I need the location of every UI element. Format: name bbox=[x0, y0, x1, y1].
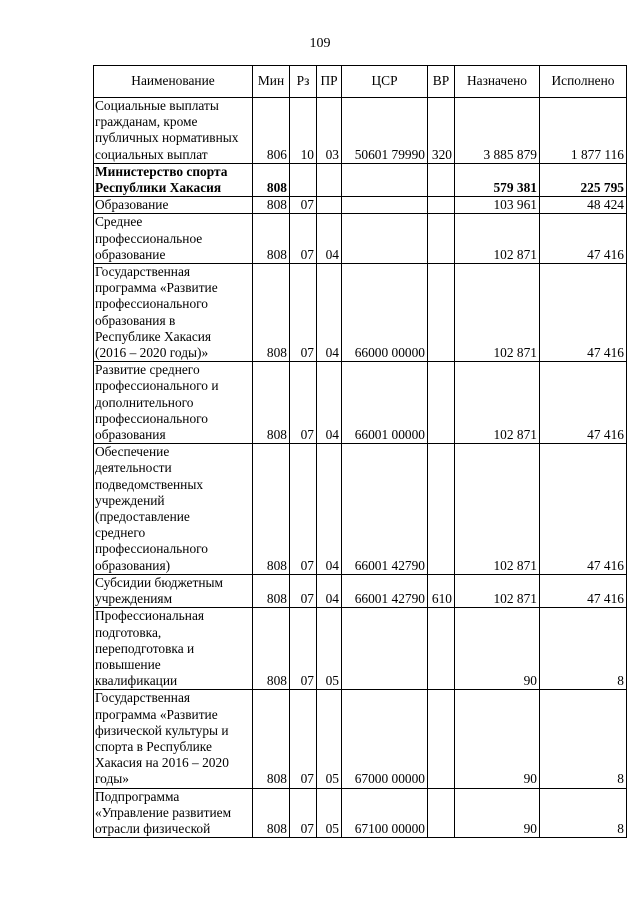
table-row bbox=[94, 574, 627, 607]
cell-rz: 07 bbox=[290, 264, 317, 362]
cell-pr: 05 bbox=[317, 690, 342, 788]
cell-min: 808 bbox=[253, 163, 290, 196]
cell-csr: 67100 00000 bbox=[342, 788, 428, 838]
cell-executed: 47 416 bbox=[540, 214, 627, 264]
table-row bbox=[94, 163, 627, 196]
cell-min: 808 bbox=[253, 362, 290, 444]
cell-name: Министерство спорта Республики Хакасия bbox=[94, 163, 253, 196]
cell-rz: 07 bbox=[290, 362, 317, 444]
cell-assigned: 102 871 bbox=[455, 444, 540, 575]
cell-executed: 8 bbox=[540, 608, 627, 690]
cell-name: Подпрограмма «Управление развитием отрасли физической bbox=[94, 788, 253, 838]
cell-rz bbox=[290, 163, 317, 196]
cell-vr: 610 bbox=[428, 574, 455, 607]
cell-pr: 03 bbox=[317, 98, 342, 164]
header-pr: ПР bbox=[317, 66, 342, 98]
cell-pr: 04 bbox=[317, 214, 342, 264]
cell-vr bbox=[428, 608, 455, 690]
header-csr: ЦСР bbox=[342, 66, 428, 98]
cell-assigned: 102 871 bbox=[455, 214, 540, 264]
cell-executed: 48 424 bbox=[540, 197, 627, 214]
cell-assigned: 90 bbox=[455, 608, 540, 690]
cell-assigned: 102 871 bbox=[455, 574, 540, 607]
header-assigned: Назначено bbox=[455, 66, 540, 98]
header-name: Наименование bbox=[94, 66, 253, 98]
cell-assigned: 103 961 bbox=[455, 197, 540, 214]
table-row bbox=[94, 608, 627, 690]
table-row bbox=[94, 214, 627, 264]
cell-rz: 07 bbox=[290, 608, 317, 690]
cell-min: 808 bbox=[253, 197, 290, 214]
cell-min: 808 bbox=[253, 788, 290, 838]
cell-assigned: 90 bbox=[455, 690, 540, 788]
cell-name: Профессиональная подготовка, переподготовка и повышение квалификации bbox=[94, 608, 253, 690]
cell-name: Субсидии бюджетным учреждениям bbox=[94, 574, 253, 607]
table-row bbox=[94, 444, 627, 575]
cell-rz: 10 bbox=[290, 98, 317, 164]
cell-vr bbox=[428, 788, 455, 838]
cell-name: Обеспечение деятельности подведомственных учреждений (предоставление среднего профессионального образования) bbox=[94, 444, 253, 575]
cell-vr bbox=[428, 362, 455, 444]
cell-csr bbox=[342, 608, 428, 690]
table-row bbox=[94, 197, 627, 214]
cell-rz: 07 bbox=[290, 197, 317, 214]
table-row bbox=[94, 264, 627, 362]
cell-name: Образование bbox=[94, 197, 253, 214]
cell-vr bbox=[428, 214, 455, 264]
cell-min: 808 bbox=[253, 264, 290, 362]
cell-min: 808 bbox=[253, 214, 290, 264]
table-row bbox=[94, 362, 627, 444]
cell-csr: 50601 79990 bbox=[342, 98, 428, 164]
cell-executed: 47 416 bbox=[540, 444, 627, 575]
cell-min: 808 bbox=[253, 608, 290, 690]
cell-pr: 04 bbox=[317, 264, 342, 362]
cell-name: Государственная программа «Развитие профессионального образования в Республике Хакасия (2016 – 2020 годы)» bbox=[94, 264, 253, 362]
table-row bbox=[94, 690, 627, 788]
cell-executed: 47 416 bbox=[540, 362, 627, 444]
page-number: 109 bbox=[309, 36, 331, 51]
cell-vr: 320 bbox=[428, 98, 455, 164]
cell-min: 808 bbox=[253, 690, 290, 788]
cell-pr bbox=[317, 163, 342, 196]
cell-vr bbox=[428, 444, 455, 575]
cell-name: Социальные выплаты гражданам, кроме публичных нормативных социальных выплат bbox=[94, 98, 253, 164]
cell-min: 806 bbox=[253, 98, 290, 164]
cell-vr bbox=[428, 264, 455, 362]
cell-executed: 47 416 bbox=[540, 264, 627, 362]
cell-pr bbox=[317, 197, 342, 214]
cell-executed: 225 795 bbox=[540, 163, 627, 196]
cell-min: 808 bbox=[253, 574, 290, 607]
cell-csr: 66000 00000 bbox=[342, 264, 428, 362]
cell-csr: 66001 42790 bbox=[342, 444, 428, 575]
cell-vr bbox=[428, 197, 455, 214]
cell-rz: 07 bbox=[290, 574, 317, 607]
cell-executed: 47 416 bbox=[540, 574, 627, 607]
cell-pr: 05 bbox=[317, 608, 342, 690]
header-min: Мин bbox=[253, 66, 290, 98]
header-rz: Рз bbox=[290, 66, 317, 98]
cell-pr: 04 bbox=[317, 444, 342, 575]
cell-rz: 07 bbox=[290, 444, 317, 575]
budget-table bbox=[93, 65, 627, 838]
cell-min: 808 bbox=[253, 444, 290, 575]
cell-assigned: 3 885 879 bbox=[455, 98, 540, 164]
cell-name: Развитие среднего профессионального и дополнительного профессионального образования bbox=[94, 362, 253, 444]
cell-vr bbox=[428, 690, 455, 788]
header-executed: Исполнено bbox=[540, 66, 627, 98]
cell-pr: 04 bbox=[317, 362, 342, 444]
cell-name: Среднее профессиональное образование bbox=[94, 214, 253, 264]
cell-rz: 07 bbox=[290, 690, 317, 788]
cell-name: Государственная программа «Развитие физической культуры и спорта в Республике Хакасия на 2016 – 2020 годы» bbox=[94, 690, 253, 788]
cell-csr: 66001 00000 bbox=[342, 362, 428, 444]
cell-assigned: 102 871 bbox=[455, 264, 540, 362]
cell-vr bbox=[428, 163, 455, 196]
cell-csr bbox=[342, 197, 428, 214]
cell-executed: 1 877 116 bbox=[540, 98, 627, 164]
cell-csr bbox=[342, 163, 428, 196]
cell-assigned: 579 381 bbox=[455, 163, 540, 196]
cell-csr: 67000 00000 bbox=[342, 690, 428, 788]
table-row bbox=[94, 98, 627, 164]
table-row bbox=[94, 788, 627, 838]
cell-assigned: 90 bbox=[455, 788, 540, 838]
cell-executed: 8 bbox=[540, 690, 627, 788]
cell-rz: 07 bbox=[290, 214, 317, 264]
cell-assigned: 102 871 bbox=[455, 362, 540, 444]
cell-csr: 66001 42790 bbox=[342, 574, 428, 607]
cell-rz: 07 bbox=[290, 788, 317, 838]
cell-pr: 05 bbox=[317, 788, 342, 838]
header-vr: ВР bbox=[428, 66, 455, 98]
cell-csr bbox=[342, 214, 428, 264]
cell-pr: 04 bbox=[317, 574, 342, 607]
table-header-row bbox=[94, 66, 627, 98]
cell-executed: 8 bbox=[540, 788, 627, 838]
